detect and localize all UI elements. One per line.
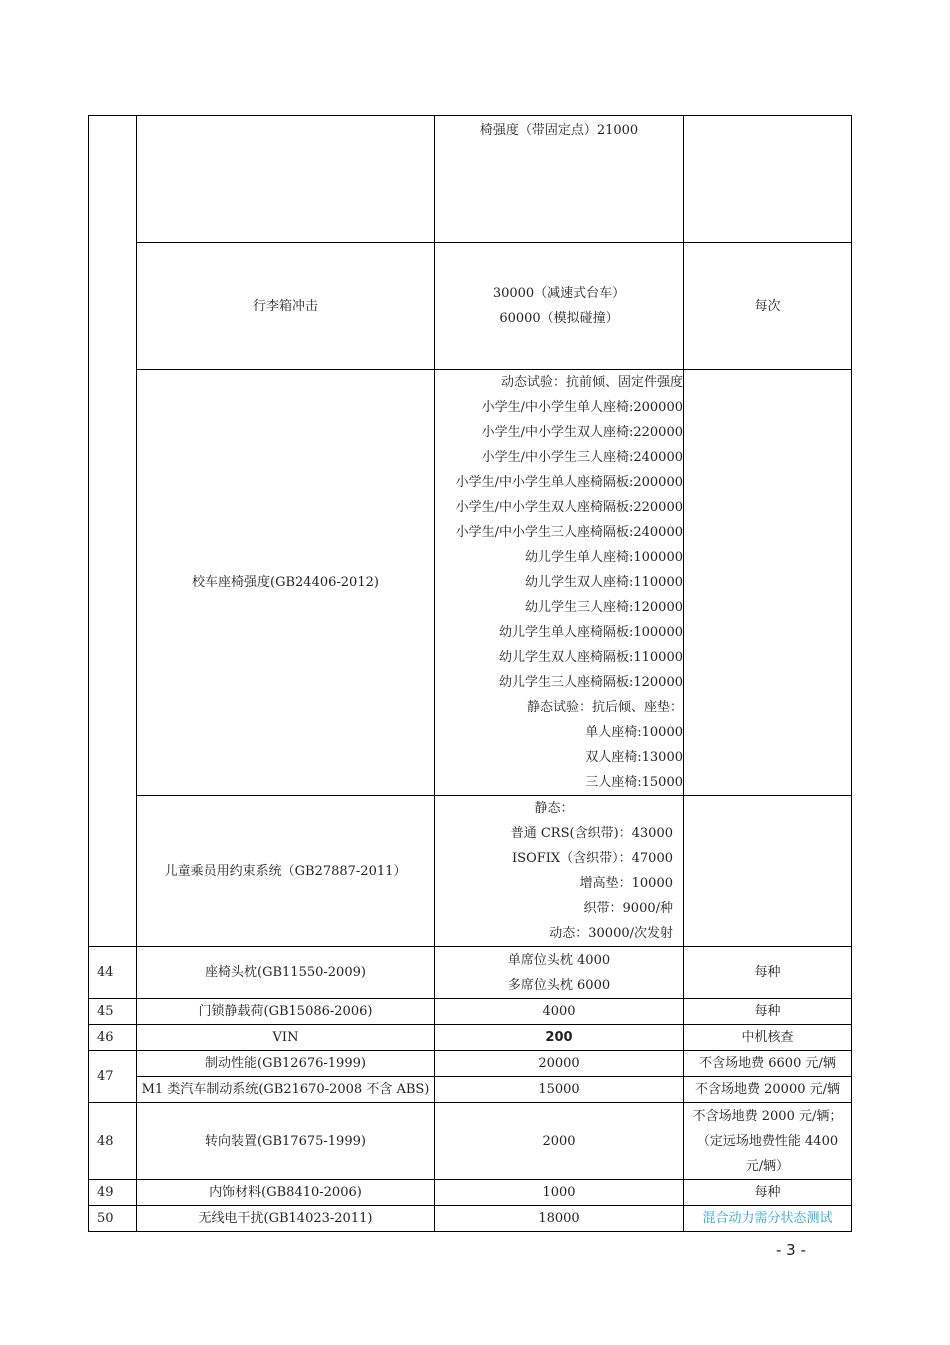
fee-line: 小学生/中小学生单人座椅:200000 xyxy=(481,400,683,415)
item-name-cell: 行李箱冲击 xyxy=(137,243,435,370)
item-name-cell: 座椅头枕(GB11550-2009) xyxy=(137,947,435,999)
fee-cell xyxy=(435,116,684,243)
remark-cell: 不含场地费 6600 元/辆 xyxy=(684,1051,852,1077)
fee-line: 小学生/中小学生单人座椅隔板:200000 xyxy=(455,475,683,490)
fee-line: 幼儿学生双人座椅隔板:110000 xyxy=(498,650,683,665)
fee-line: 60000（模拟碰撞） xyxy=(499,311,619,326)
table-row xyxy=(89,370,852,796)
table-row xyxy=(89,116,852,243)
table-row xyxy=(89,1180,852,1206)
fee-line: 静态试验：抗后倾、座垫： xyxy=(526,700,683,715)
fee-line: 双人座椅:13000 xyxy=(585,750,683,765)
table-row xyxy=(89,796,852,947)
item-name-cell: 儿童乘员用约束系统（GB27887-2011） xyxy=(137,796,435,947)
fee-cell: 2000 xyxy=(435,1103,684,1180)
remark-link[interactable]: 混合动力需分状态测试 xyxy=(684,1206,852,1232)
fee-line: 小学生/中小学生双人座椅:220000 xyxy=(481,425,683,440)
fee-line: 动态试验：抗前倾、固定件强度 xyxy=(500,375,683,390)
row-number-cell: 50 xyxy=(89,1206,137,1232)
remark-cell xyxy=(684,370,852,796)
item-name-cell: 内饰材料(GB8410-2006) xyxy=(137,1180,435,1206)
remark-cell xyxy=(684,796,852,947)
item-name-cell: 无线电干扰(GB14023-2011) xyxy=(137,1206,435,1232)
fee-line: 动态：30000/次发射 xyxy=(549,926,673,941)
remark-cell: 不含场地费 20000 元/辆 xyxy=(684,1077,852,1103)
fee-line: 小学生/中小学生三人座椅:240000 xyxy=(481,450,683,465)
fee-line: 单人座椅:10000 xyxy=(585,725,683,740)
remark-cell: 不含场地费 2000 元/辆；（定远场地费性能 4400 元/辆） xyxy=(684,1103,852,1180)
remark-cell: 每种 xyxy=(684,1180,852,1206)
item-name-cell: M1 类汽车制动系统(GB21670-2008 不含 ABS) xyxy=(137,1077,435,1103)
table-row xyxy=(89,243,852,370)
row-number-cell: 49 xyxy=(89,1180,137,1206)
fee-line: 多席位头枕 6000 xyxy=(507,977,611,993)
row-number-cell: 46 xyxy=(89,1025,137,1051)
remark-cell: 每次 xyxy=(684,243,852,370)
table-row xyxy=(89,1103,852,1180)
fee-line: 普通 CRS(含织带)：43000 xyxy=(510,826,673,841)
item-name-cell: VIN xyxy=(137,1025,435,1051)
remark-cell: 每种 xyxy=(684,999,852,1025)
fee-line: 30000（减速式台车） xyxy=(492,286,626,301)
fee-cell: 1000 xyxy=(435,1180,684,1206)
fee-cell xyxy=(435,796,684,947)
table-row xyxy=(89,1051,852,1077)
fee-line: 幼儿学生单人座椅隔板:100000 xyxy=(498,625,683,640)
fee-cell: 20000 xyxy=(435,1051,684,1077)
fee-cell xyxy=(435,243,684,370)
fee-cell: 15000 xyxy=(435,1077,684,1103)
remark-cell: 每种 xyxy=(684,947,852,999)
fee-cell: 200 xyxy=(435,1025,684,1051)
row-number-cell xyxy=(89,116,137,947)
fee-cell: 18000 xyxy=(435,1206,684,1232)
table-row xyxy=(89,1025,852,1051)
fee-line: 三人座椅:15000 xyxy=(585,775,683,790)
table-row xyxy=(89,999,852,1025)
row-number-cell: 45 xyxy=(89,999,137,1025)
page-number: - 3 - xyxy=(776,1241,806,1259)
fee-table xyxy=(88,115,852,1232)
table-row xyxy=(89,947,852,999)
fee-cell xyxy=(435,947,684,999)
table-row xyxy=(89,1077,852,1103)
fee-line: 小学生/中小学生三人座椅隔板:240000 xyxy=(455,525,683,540)
row-number-cell: 47 xyxy=(89,1051,137,1103)
fee-line: 增高垫：10000 xyxy=(579,876,673,891)
item-name-cell: 门锁静载荷(GB15086-2006) xyxy=(137,999,435,1025)
table-row xyxy=(89,1206,852,1232)
item-name-cell: 校车座椅强度(GB24406-2012) xyxy=(137,370,435,796)
fee-line: 幼儿学生三人座椅:120000 xyxy=(524,600,683,615)
remark-cell: 中机核查 xyxy=(684,1025,852,1051)
fee-line: 幼儿学生单人座椅:100000 xyxy=(524,550,683,565)
fee-cell: 4000 xyxy=(435,999,684,1025)
fee-line: 单席位头枕 4000 xyxy=(507,952,611,968)
remark-cell xyxy=(684,116,852,243)
item-name-cell xyxy=(137,116,435,243)
row-number-cell: 48 xyxy=(89,1103,137,1180)
fee-cell xyxy=(435,370,684,796)
fee-line: 椅强度（带固定点）21000 xyxy=(479,123,639,138)
fee-line: 静态： xyxy=(534,801,574,816)
row-number-cell: 44 xyxy=(89,947,137,999)
fee-line: 织带：9000/种 xyxy=(583,901,673,916)
fee-line: 幼儿学生三人座椅隔板:120000 xyxy=(498,675,683,690)
item-name-cell: 转向装置(GB17675-1999) xyxy=(137,1103,435,1180)
fee-line: ISOFIX（含织带）：47000 xyxy=(512,851,673,866)
fee-line: 幼儿学生双人座椅:110000 xyxy=(524,575,683,590)
fee-line: 小学生/中小学生双人座椅隔板:220000 xyxy=(455,500,683,515)
item-name-cell: 制动性能(GB12676-1999) xyxy=(137,1051,435,1077)
